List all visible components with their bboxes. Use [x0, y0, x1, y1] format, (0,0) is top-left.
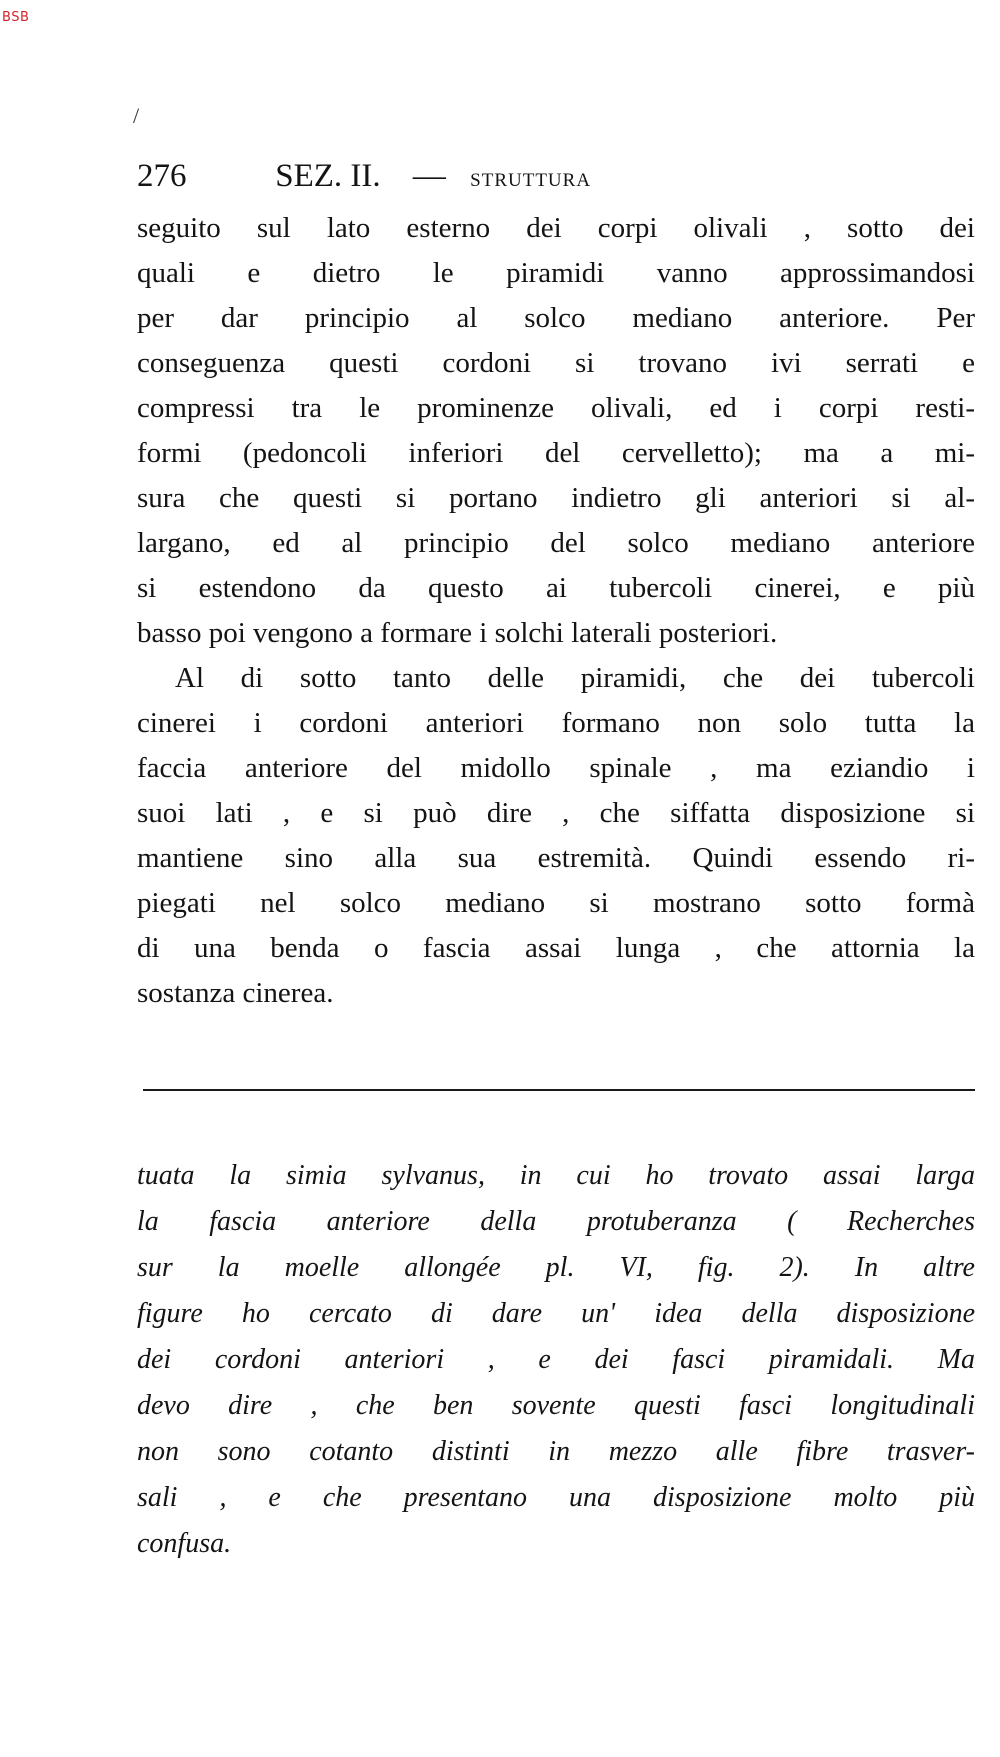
- header-dash: —: [412, 158, 446, 194]
- footnote-separator: [143, 1089, 975, 1091]
- footnote-line: dei cordoni anteriori , e dei fasci piramidali. Ma: [137, 1344, 975, 1375]
- footnote-text: [137, 1153, 975, 1567]
- text-line: per dar principio al solco mediano anteriore. Per: [137, 302, 975, 334]
- text-line: quali e dietro le piramidi vanno approssimandosi: [137, 257, 975, 289]
- text-line: Al di sotto tanto delle piramidi, che dei tubercoli: [175, 662, 975, 694]
- running-header: [137, 158, 591, 198]
- text-line: piegati nel solco mediano si mostrano sotto formà: [137, 887, 975, 919]
- library-stamp: BSB: [2, 10, 30, 25]
- text-line: conseguenza questi cordoni si trovano ivi serrati e: [137, 347, 975, 379]
- page-number: 276: [137, 158, 187, 194]
- text-line: suoi lati , e si può dire , che siffatta disposizione si: [137, 797, 975, 829]
- footnote-line: tuata la simia sylvanus, in cui ho trovato assai larga: [137, 1160, 975, 1191]
- footnote-line: devo dire , che ben sovente questi fasci longitudinali: [137, 1390, 975, 1421]
- text-line: largano, ed al principio del solco mediano anteriore: [137, 527, 975, 559]
- text-line: mantiene sino alla sua estremità. Quindi essendo ri-: [137, 842, 975, 874]
- main-text: [137, 206, 975, 1016]
- footnote-line: sur la moelle allongée pl. VI, fig. 2). In altre: [137, 1252, 975, 1283]
- text-line: cinerei i cordoni anteriori formano non solo tutta la: [137, 707, 975, 739]
- text-line: sura che questi si portano indietro gli anteriori si al-: [137, 482, 975, 514]
- text-line: seguito sul lato esterno dei corpi olivali , sotto dei: [137, 212, 975, 244]
- text-line: di una benda o fascia assai lunga , che attornia la: [137, 932, 975, 964]
- text-line: basso poi vengono a formare i solchi laterali posteriori.: [137, 617, 778, 649]
- footnote-line: non sono cotanto distinti in mezzo alle fibre trasver-: [137, 1436, 975, 1467]
- section-label: SEZ. II.: [275, 158, 381, 194]
- text-line: sostanza cinerea.: [137, 977, 334, 1009]
- footnote-line: figure ho cercato di dare un' idea della disposizione: [137, 1298, 975, 1329]
- text-line: faccia anteriore del midollo spinale , ma eziandio i: [137, 752, 975, 784]
- text-line: compressi tra le prominenze olivali, ed i corpi resti-: [137, 392, 975, 424]
- text-line: formi (pedoncoli inferiori del cervelletto); ma a mi-: [137, 437, 975, 469]
- running-title: STRUTTURA: [470, 170, 592, 191]
- text-line: si estendono da questo ai tubercoli cinerei, e più: [137, 572, 975, 604]
- footnote-line: sali , e che presentano una disposizione molto più: [137, 1482, 975, 1513]
- margin-tick-mark: /: [133, 103, 140, 128]
- footnote-line: la fascia anteriore della protuberanza ( Recherches: [137, 1206, 975, 1237]
- footnote-line: confusa.: [137, 1528, 232, 1559]
